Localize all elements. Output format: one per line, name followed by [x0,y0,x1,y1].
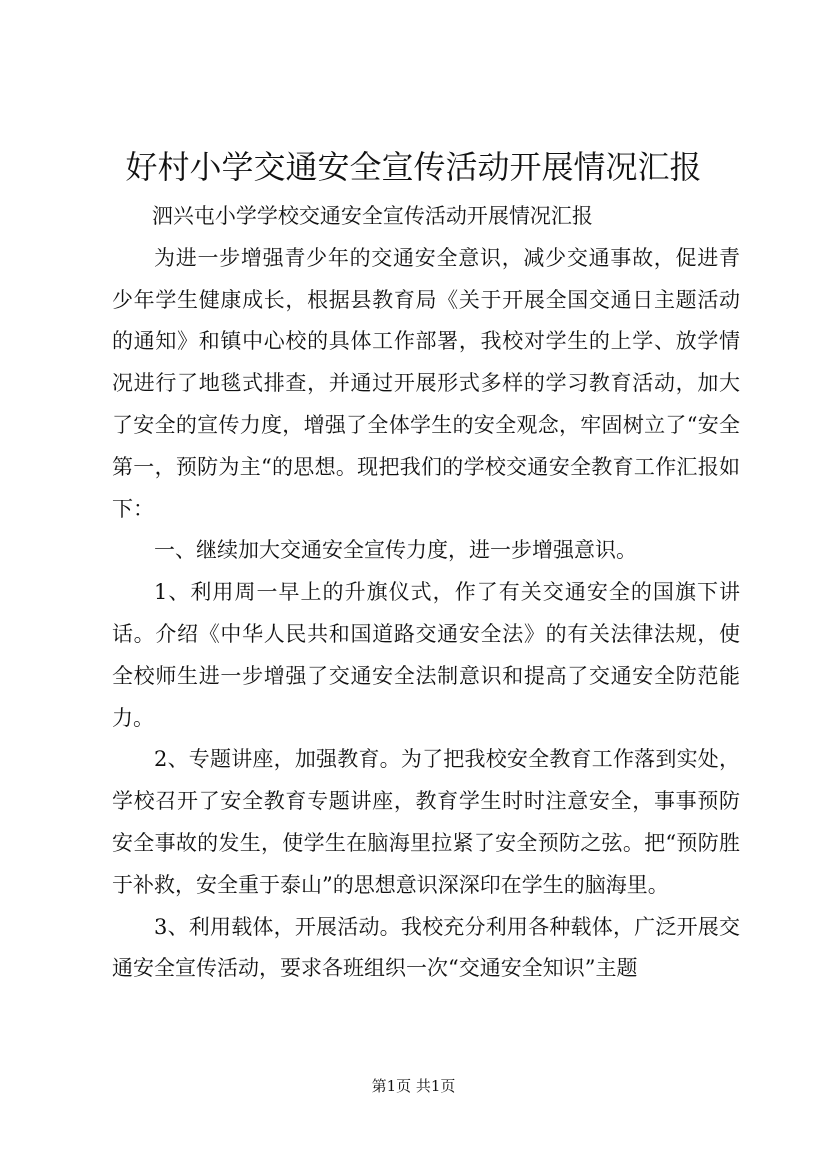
document-subtitle: 泗兴屯小学学校交通安全宣传活动开展情况汇报 [151,204,593,228]
paragraph-item-1: 1、利用周一早上的升旗仪式，作了有关交通安全的国旗下讲话。介绍《中华人民共和国道路交通安全法》的有关法律法规，使全校师生进一步增强了交通安全法制意识和提高了交通安全防范能力。 [112,580,740,730]
paragraph-item-3: 3、利用载体，开展活动。我校充分利用各种载体，广泛开展交通安全宣传活动，要求各班组织一次“交通安全知识”主题 [112,914,740,981]
section-heading-1: 一、继续加大交通安全宣传力度，进一步增强意识。 [154,538,637,563]
page-footer: 第1页 共1页 [371,1077,456,1095]
document-title: 好村小学交通安全宣传活动开展情况汇报 [125,148,702,186]
paragraph-intro: 为进一步增强青少年的交通安全意识，减少交通事故，促进青少年学生健康成长，根据县教育局《关于开展全国交通日主题活动的通知》和镇中心校的具体工作部署，我校对学生的上学、放学情况进行了地毯式排查，并通过开展形式多样的学习教育活动，加大了安全的宣传力度，增强了全体学生的安全观念，牢固树立了“安全第一，预防为主“的思想。现把我们的学校交通安全教育工作汇报如下： [112,245,740,521]
paragraph-item-2: 2、专题讲座，加强教育。为了把我校安全教育工作落到实处，学校召开了安全教育专题讲座，教育学生时时注意安全，事事预防安全事故的发生，使学生在脑海里拉紧了安全预防之弦。把“预防胜于补救，安全重于泰山”的思想意识深深印在学生的脑海里。 [112,747,740,897]
document-body [112,196,740,990]
